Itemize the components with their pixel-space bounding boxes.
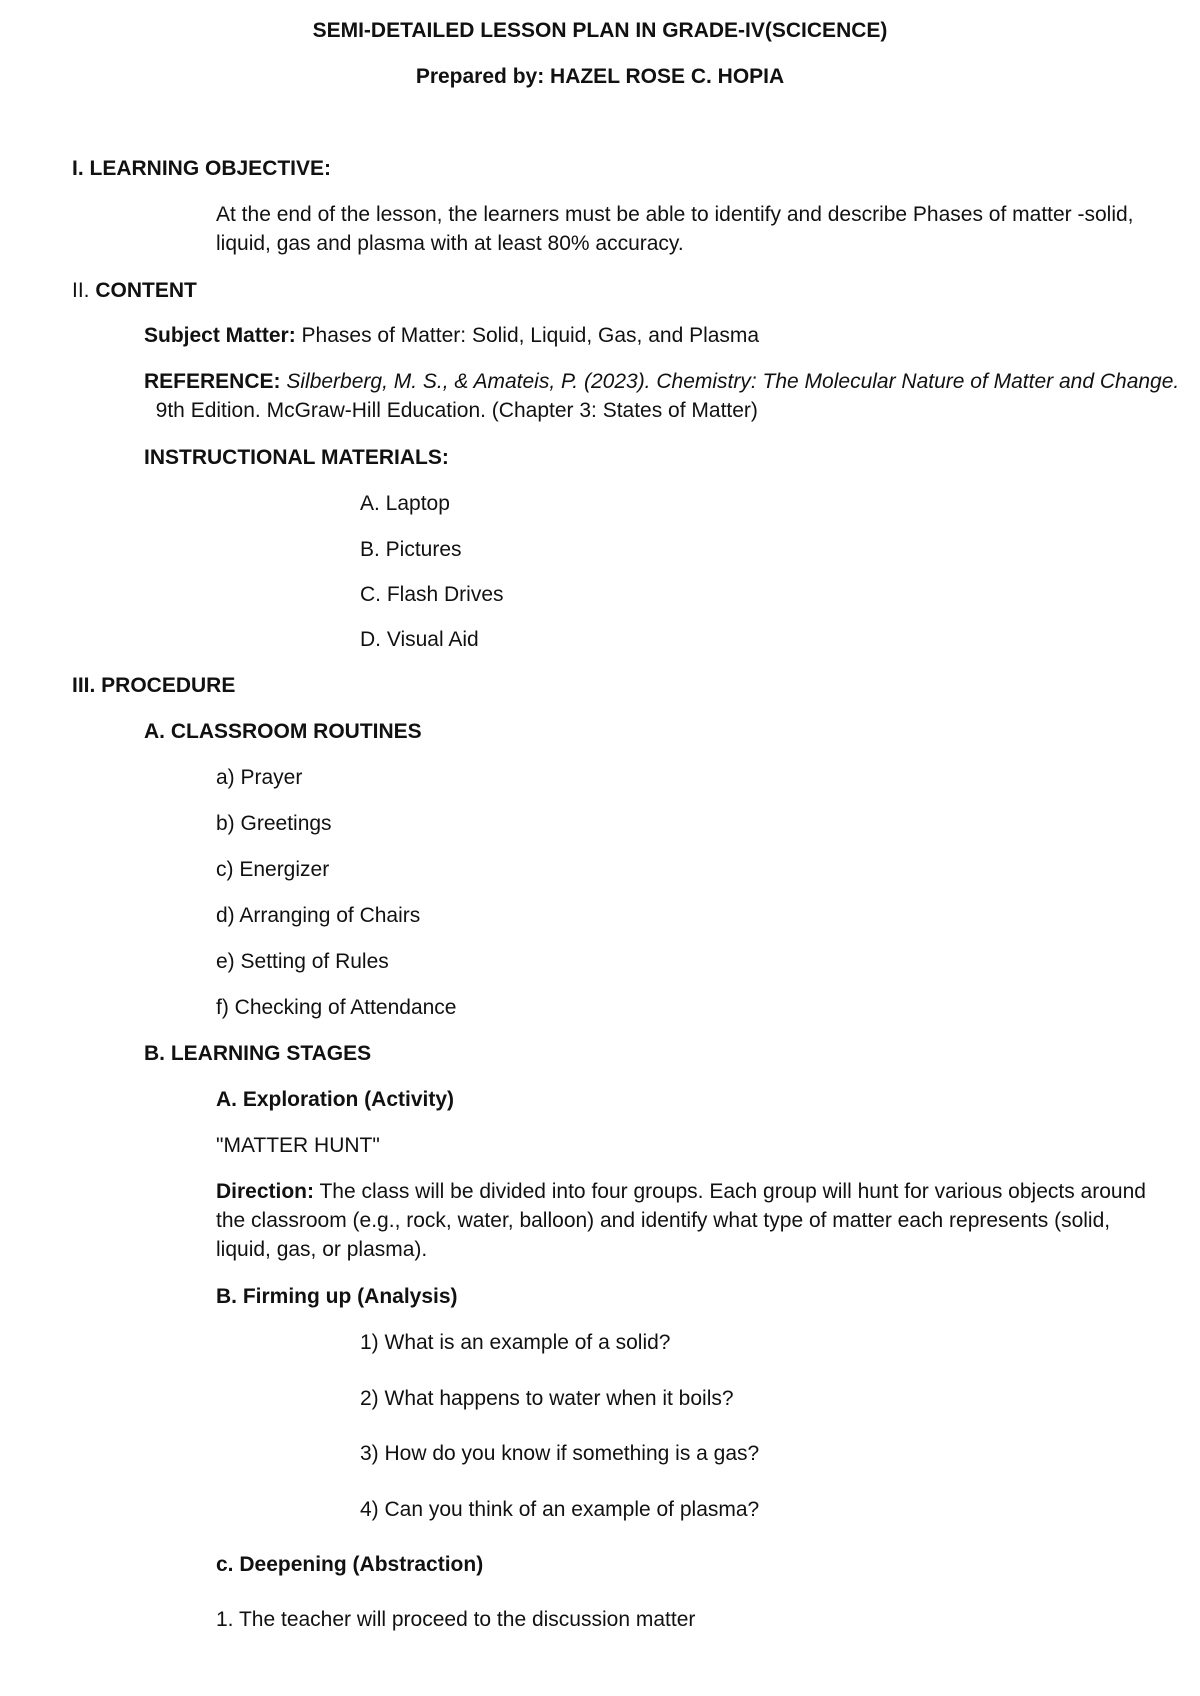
objective-heading: I. LEARNING OBJECTIVE: — [72, 157, 332, 180]
firming-heading: B. Firming up (Analysis) — [216, 1285, 458, 1308]
reference — [144, 367, 1194, 425]
subject-matter-value: Phases of Matter: Solid, Liquid, Gas, and Plasma — [301, 324, 760, 347]
question-item: 4) Can you think of an example of plasma? — [360, 1498, 760, 1521]
reference-label: REFERENCE: — [144, 370, 281, 393]
material-item: A. Laptop — [360, 492, 450, 515]
document-title: SEMI-DETAILED LESSON PLAN IN GRADE-IV(SCICENCE) — [312, 19, 888, 42]
direction-label: Direction: — [216, 1180, 315, 1203]
deepening-item: 1. The teacher will proceed to the discussion matter — [216, 1608, 696, 1631]
question-item: 1) What is an example of a solid? — [360, 1331, 671, 1354]
stages-heading: B. LEARNING STAGES — [144, 1042, 372, 1065]
routine-item: f) Checking of Attendance — [216, 996, 457, 1019]
exploration-heading: A. Exploration (Activity) — [216, 1088, 455, 1111]
question-item: 2) What happens to water when it boils? — [360, 1387, 734, 1410]
material-item: C. Flash Drives — [360, 583, 504, 606]
material-item: D. Visual Aid — [360, 628, 479, 651]
activity-title: "MATTER HUNT" — [216, 1134, 380, 1157]
routine-item: c) Energizer — [216, 858, 330, 881]
routine-item: d) Arranging of Chairs — [216, 904, 421, 927]
reference-citation: Silberberg, M. S., & Amateis, P. (2023). Chemistry: The Molecular Nature of Matter and Change. — [286, 370, 1180, 393]
routine-item: a) Prayer — [216, 766, 303, 789]
subject-matter-label: Subject Matter: — [144, 324, 296, 347]
subject-matter — [144, 321, 759, 350]
question-item: 3) How do you know if something is a gas? — [360, 1442, 760, 1465]
content-heading-label: CONTENT — [95, 279, 197, 302]
routine-item: e) Setting of Rules — [216, 950, 389, 973]
material-item: B. Pictures — [360, 538, 462, 561]
direction — [216, 1177, 1161, 1264]
deepening-heading: c. Deepening (Abstraction) — [216, 1553, 484, 1576]
reference-edition: 9th Edition. McGraw-Hill Education. (Chapter 3: States of Matter) — [155, 399, 758, 422]
procedure-heading: III. PROCEDURE — [72, 674, 236, 697]
materials-heading: INSTRUCTIONAL MATERIALS: — [144, 446, 449, 469]
content-heading-num: II. — [72, 279, 90, 302]
routine-item: b) Greetings — [216, 812, 332, 835]
routines-heading: A. CLASSROOM ROUTINES — [144, 720, 422, 743]
content-heading — [72, 276, 197, 305]
objective-text: At the end of the lesson, the learners must be able to identify and describe Phases of matter -solid, liquid, gas and plasma with at least 80% accuracy. — [216, 203, 1134, 255]
direction-text: The class will be divided into four groups. Each group will hunt for various objects around the classroom (e.g., rock, water, balloon) and identify what type of matter each represents (solid, liquid, gas, or plasma). — [216, 1180, 1146, 1261]
prepared-by: Prepared by: HAZEL ROSE C. HOPIA — [415, 65, 785, 88]
